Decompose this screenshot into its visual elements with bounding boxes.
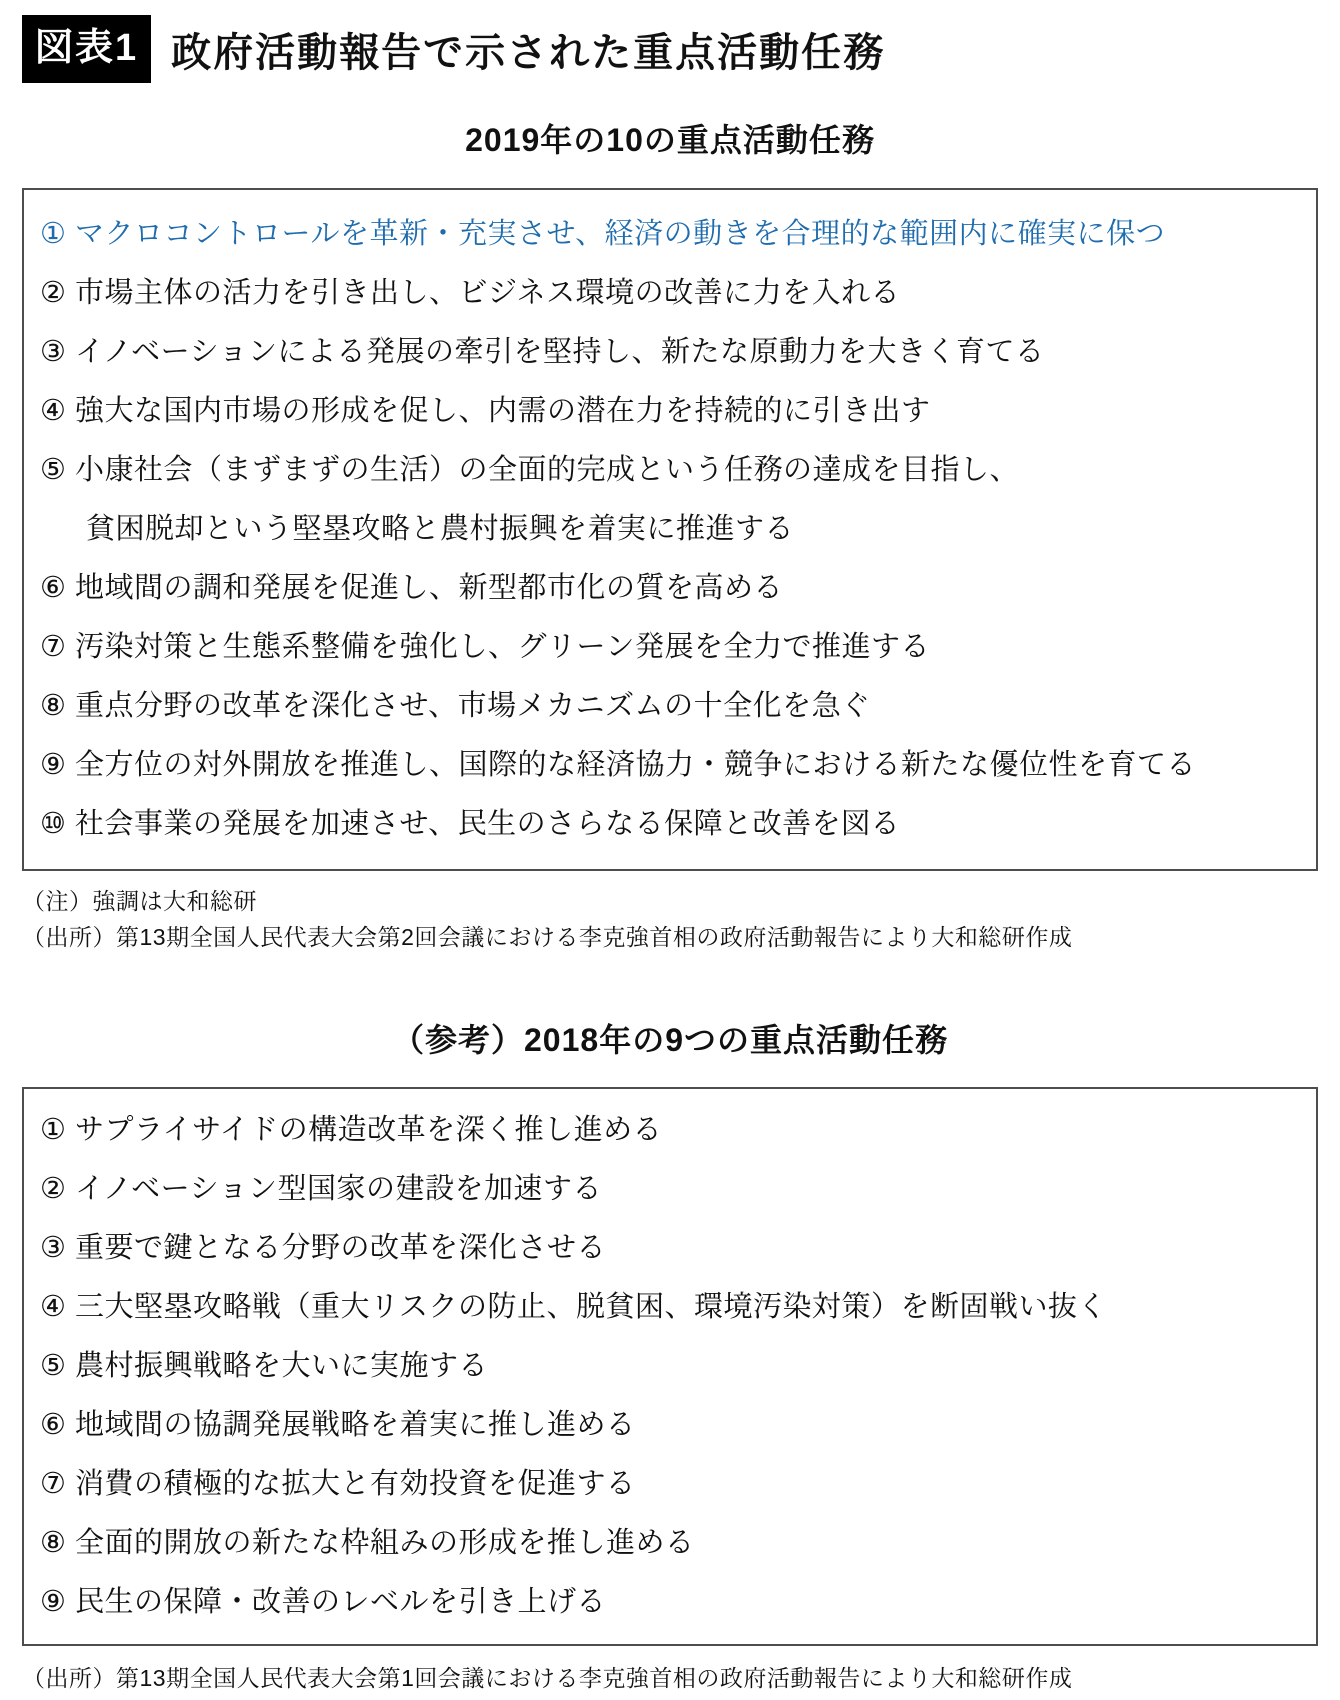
notes-2019	[22, 883, 1318, 955]
task-2018-item-5: ⑤ 農村振興戦略を大いに実施する	[40, 1350, 489, 1382]
notes-2018	[22, 1660, 1318, 1696]
task-2018-item-2: ② イノベーション型国家の建設を加速する	[40, 1173, 602, 1205]
task-2019-item-3: ③ イノベーションによる発展の牽引を堅持し、新たな原動力を大きく育てる	[40, 336, 1045, 368]
task-2018-item-9: ⑨ 民生の保障・改善のレベルを引き上げる	[40, 1586, 607, 1618]
task-2018-item-3: ③ 重要で鍵となる分野の改革を深化させる	[40, 1232, 607, 1264]
task-2019-item-9: ⑨ 全方位の対外開放を推進し、国際的な経済協力・競争における新たな優位性を育てる	[40, 749, 1197, 781]
task-2018-item-7: ⑦ 消費の積極的な拡大と有効投資を促進する	[40, 1468, 636, 1500]
task-2018-item-8: ⑧ 全面的開放の新たな枠組みの形成を推し進める	[40, 1527, 695, 1559]
task-2018-item-4: ④ 三大堅塁攻略戦（重大リスクの防止、脱貧困、環境汚染対策）を断固戦い抜く	[40, 1291, 1107, 1323]
task-2019-item-5-continuation: 貧困脱却という堅塁攻略と農村振興を着実に推進する	[86, 513, 795, 545]
task-box-2019	[22, 188, 1318, 871]
task-2019-item-8: ⑧ 重点分野の改革を深化させ、市場メカニズムの十全化を急ぐ	[40, 690, 871, 722]
task-2018-item-6: ⑥ 地域間の協調発展戦略を着実に推し進める	[40, 1409, 636, 1441]
task-2019-item-1: ① マクロコントロールを革新・充実させ、経済の動きを合理的な範囲内に確実に保つ	[40, 218, 1166, 250]
figure-header	[22, 14, 1318, 84]
source-line-2018: （出所）第13期全国人民代表大会第1回会議における李克強首相の政府活動報告により大和総研作成	[22, 1665, 1073, 1691]
task-2019-item-2: ② 市場主体の活力を引き出し、ビジネス環境の改善に力を入れる	[40, 277, 901, 309]
task-box-2018	[22, 1087, 1318, 1646]
section-2019-heading: 2019年の10の重点活動任務	[465, 122, 875, 158]
section-2018-heading: （参考）2018年の9つの重点活動任務	[392, 1022, 948, 1058]
task-2018-item-1: ① サプライサイドの構造改革を深く推し進める	[40, 1114, 663, 1146]
task-2019-item-10: ⑩ 社会事業の発展を加速させ、民生のさらなる保障と改善を図る	[40, 808, 901, 840]
task-2019-item-5: ⑤ 小康社会（まずまずの生活）の全面的完成という任務の達成を目指し、	[40, 454, 1020, 486]
figure-number-label: 図表1	[22, 15, 151, 83]
note-line-2019: （注）強調は大和総研	[22, 888, 257, 914]
task-2019-item-7: ⑦ 汚染対策と生態系整備を強化し、グリーン発展を全力で推進する	[40, 631, 930, 663]
task-2019-item-6: ⑥ 地域間の調和発展を促進し、新型都市化の質を高める	[40, 572, 784, 604]
source-line-2019: （出所）第13期全国人民代表大会第2回会議における李克強首相の政府活動報告により大和総研作成	[22, 924, 1073, 950]
task-2019-item-4: ④ 強大な国内市場の形成を促し、内需の潜在力を持続的に引き出す	[40, 395, 931, 427]
figure-title: 政府活動報告で示された重点活動任務	[171, 30, 886, 75]
